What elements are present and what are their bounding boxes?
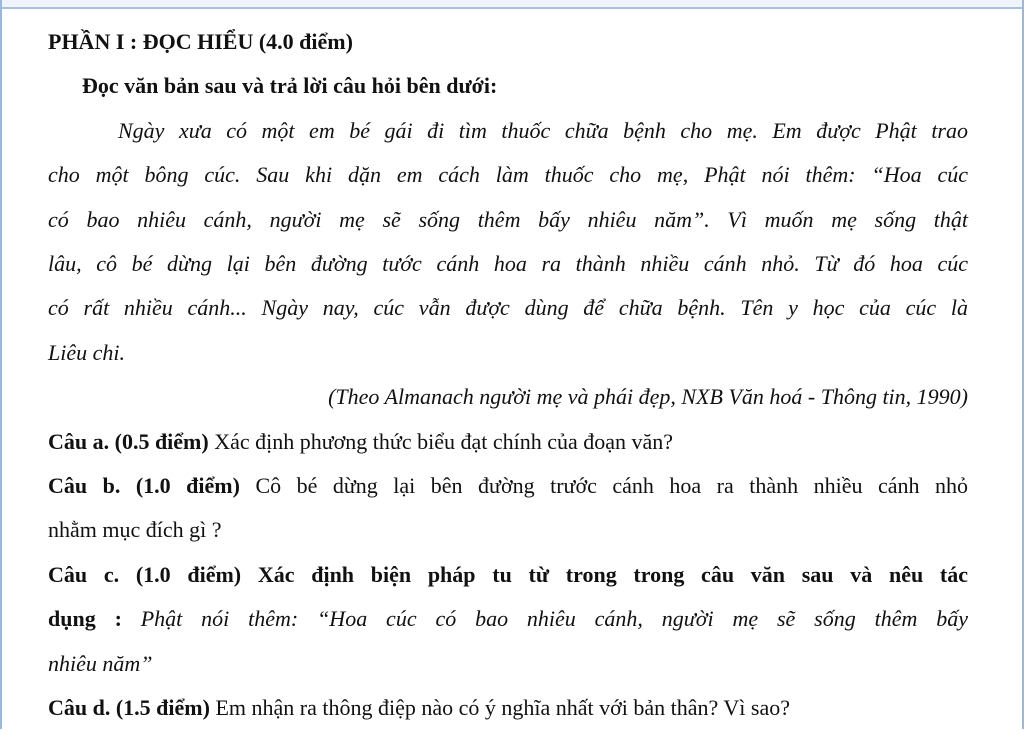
question-a-label: Câu a. (0.5 điểm) [48, 428, 209, 454]
question-d-label: Câu d. (1.5 điểm) [48, 695, 210, 721]
passage-line-5: có rất nhiều cánh... Ngày nay, cúc vẫn được dùng để chữa bệnh. Tên y học của cúc là [48, 295, 968, 321]
question-d [48, 686, 968, 730]
question-b-line-1 [48, 464, 968, 508]
passage-line-6: Liêu chi. [48, 339, 125, 365]
document-page [48, 20, 968, 731]
source-citation: (Theo Almanach người mẹ và phái đẹp, NXB Văn hoá - Thông tin, 1990) [328, 384, 968, 410]
question-c-line-1: Câu c. (1.0 điểm) Xác định biện pháp tu từ trong trong câu văn sau và nêu tác [48, 561, 968, 587]
top-border [0, 0, 1024, 9]
section-title: PHẦN I : ĐỌC HIỂU (4.0 điểm) [48, 29, 353, 54]
left-border [0, 0, 2, 729]
question-c-line-3: nhiêu năm” [48, 650, 153, 676]
question-a-text: Xác định phương thức biểu đạt chính của đoạn văn? [208, 428, 674, 454]
question-b-line-2: nhằm mục đích gì ? [48, 517, 222, 543]
passage-line-3: có bao nhiêu cánh, người mẹ sẽ sống thêm bấy nhiêu năm”. Vì muốn mẹ sống thật [48, 206, 968, 232]
passage-line-2: cho một bông cúc. Sau khi dặn em cách làm thuốc cho mẹ, Phật nói thêm: “Hoa cúc [48, 162, 968, 188]
question-d-text: Em nhận ra thông điệp nào có ý nghĩa nhất với bản thân? Vì sao? [209, 695, 790, 721]
question-a [48, 420, 968, 464]
passage-line-1: Ngày xưa có một em bé gái đi tìm thuốc chữa bệnh cho mẹ. Em được Phật trao [118, 117, 968, 143]
question-c-label-2: dụng : [48, 606, 122, 632]
question-c-quote-1: Phật nói thêm: “Hoa cúc có bao nhiêu cánh, người mẹ sẽ sống thêm bấy [121, 606, 968, 632]
question-b-text-1: Cô bé dừng lại bên đường trước cánh hoa ra thành nhiều cánh nhỏ [239, 473, 969, 499]
question-b-label: Câu b. (1.0 điểm) [48, 473, 240, 499]
question-c-line-2 [48, 597, 968, 641]
instruction: Đọc văn bản sau và trả lời câu hỏi bên dưới: [82, 73, 498, 99]
passage-line-4: lâu, cô bé dừng lại bên đường tước cánh hoa ra thành nhiều cánh nhỏ. Từ đó hoa cúc [48, 251, 968, 277]
